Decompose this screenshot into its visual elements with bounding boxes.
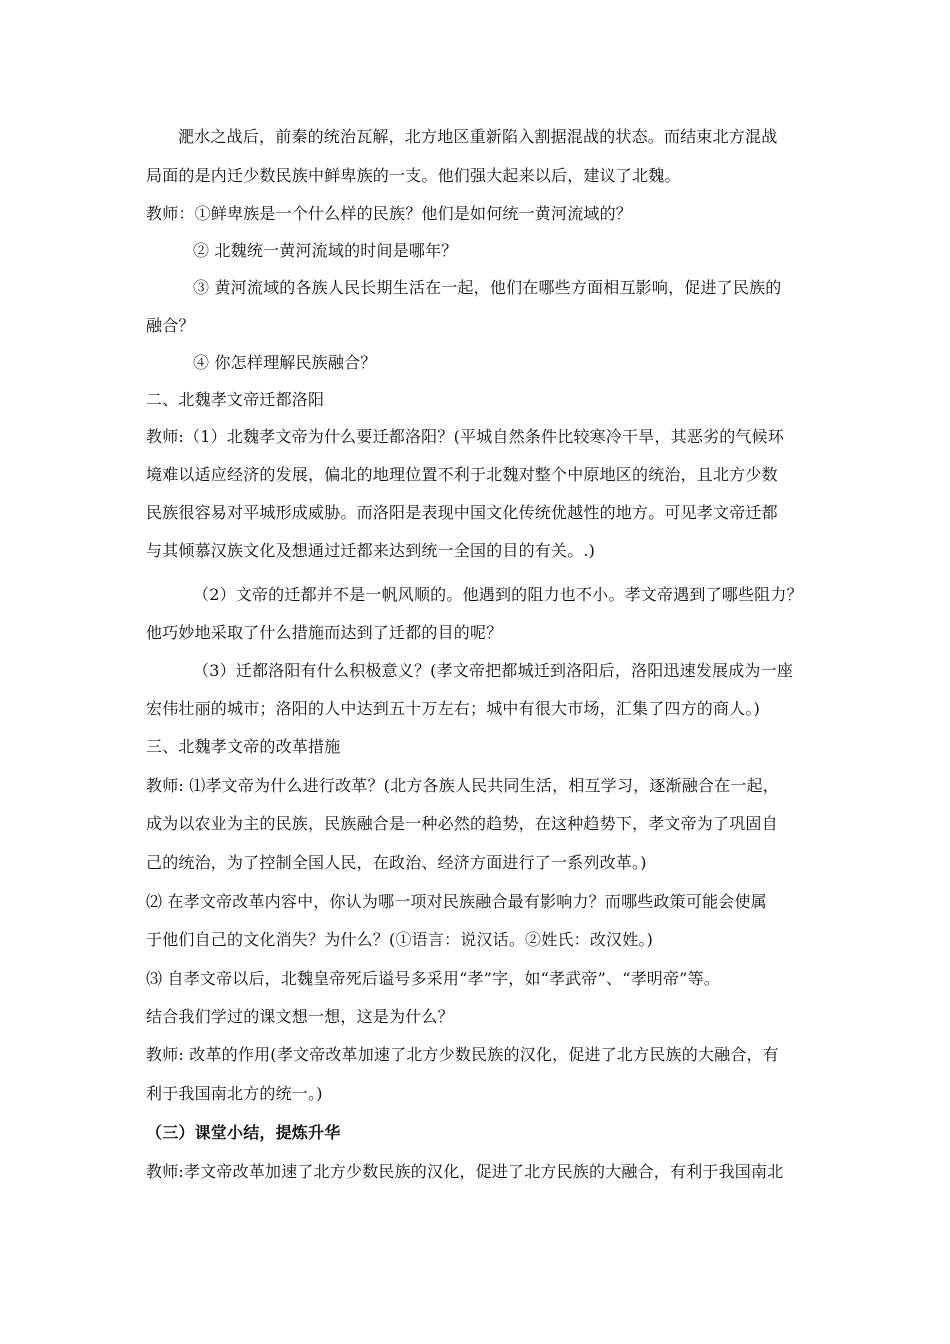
reform-line-8: 教师: 改革的作用(孝文帝改革加速了北方少数民族的汉化，促进了北方民族的大融合，有: [146, 1045, 779, 1064]
paragraph-line-2: 局面的是内迁少数民族中鲜卑族的一支。他们强大起来以后，建议了北魏。: [146, 166, 681, 185]
reform-line-4: ⑵ 在孝文帝改革内容中，你认为哪一项对民族融合最有影响力？而哪些政策可能会使属: [146, 892, 767, 911]
teacher-line-3: 民族很容易对平城形成威胁。而洛阳是表现中国文化传统优越性的地方。可见孝文帝迁都: [146, 503, 778, 522]
section-heading-2: 二、北魏孝文帝迁都洛阳: [146, 390, 325, 409]
teacher-line-6: 他巧妙地采取了什么措施而达到了迁都的目的呢？: [146, 623, 503, 642]
reform-line-9: 利于我国南北方的统一。): [146, 1084, 323, 1103]
teacher-line-8: 宏伟壮丽的城市；洛阳的人中达到五十万左右；城中有很大市场，汇集了四方的商人。): [146, 699, 761, 718]
teacher-line-4: 与其倾慕汉族文化及想通过迁都来达到统一全国的目的有关。.): [146, 541, 596, 560]
question-line-2: ② 北魏统一黄河流域的时间是哪年？: [193, 241, 458, 260]
teacher-line-7: （3）迁都洛阳有什么积极意义？(孝文帝把都城迁到洛阳后，洛阳迅速发展成为一座: [193, 661, 794, 680]
reform-line-1: 教师: ⑴孝文帝为什么进行改革？(北方各族人民共同生活，相互学习，逐渐融合在一起，: [146, 776, 779, 795]
paragraph-line-1: 淝水之战后，前秦的统治瓦解，北方地区重新陷入割据混战的状态。而结束北方混战: [178, 127, 778, 146]
teacher-line-2: 境难以适应经济的发展，偏北的地理位置不利于北魏对整个中原地区的统治，且北方少数: [146, 465, 778, 484]
section-heading-summary: （三）课堂小结，提炼升华: [146, 1123, 341, 1142]
section-heading-3: 三、北魏孝文帝的改革措施: [146, 737, 341, 756]
reform-line-6: ⑶ 自孝文帝以后，北魏皇帝死后谥号多采用“孝”字，如“孝武帝”、“孝明帝”等。: [146, 969, 720, 988]
reform-line-2: 成为以农业为主的民族，民族融合是一种必然的趋势，在这种趋势下，孝文帝为了巩固自: [146, 814, 778, 833]
question-line-1: 教师：①鲜卑族是一个什么样的民族？他们是如何统一黄河流域的？: [146, 204, 633, 223]
teacher-line-1: 教师:（1）北魏孝文帝为什么要迁都洛阳？(平城自然条件比较寒冷干旱，其恶劣的气候环: [146, 427, 785, 446]
question-line-3: ③ 黄河流域的各族人民长期生活在一起，他们在哪些方面相互影响，促进了民族的: [193, 278, 782, 297]
reform-line-7: 结合我们学过的课文想一想，这是为什么？: [146, 1007, 454, 1026]
question-line-3-cont: 融合？: [146, 316, 195, 335]
teacher-line-5: （2）文帝的迁都并不是一帆风顺的。他遇到的阻力也不小。孝文帝遇到了哪些阻力？: [193, 585, 803, 604]
reform-line-3: 己的统治，为了控制全国人民，在政治、经济方面进行了一系列改革。): [146, 853, 647, 872]
reform-line-5: 于他们自己的文化消失？为什么？(①语言：说汉话。②姓氏：改汉姓。): [146, 930, 654, 949]
summary-line-1: 教师:孝文帝改革加速了北方少数民族的汉化，促进了北方民族的大融合，有利于我国南北: [146, 1162, 784, 1181]
question-line-4: ④ 你怎样理解民族融合？: [193, 353, 377, 372]
